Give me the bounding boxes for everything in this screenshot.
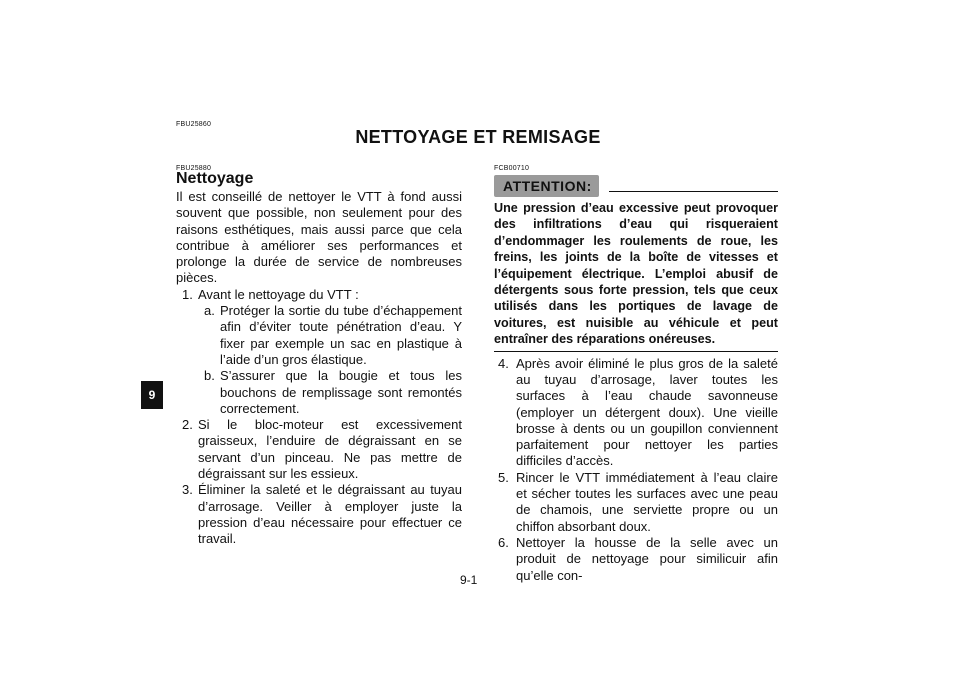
chapter-tab: 9 bbox=[141, 381, 163, 409]
continued-steps bbox=[494, 356, 778, 584]
list-item bbox=[494, 535, 778, 584]
list-number: 3. bbox=[182, 482, 193, 498]
list-number: 1. bbox=[182, 286, 193, 302]
list-letter: b. bbox=[204, 368, 215, 384]
list-item bbox=[176, 287, 462, 303]
list-number: 6. bbox=[498, 534, 509, 550]
list-letter: a. bbox=[204, 303, 215, 319]
list-item bbox=[176, 368, 462, 417]
list-item bbox=[494, 470, 778, 535]
page-number: 9-1 bbox=[460, 573, 478, 587]
list-text: Si le bloc-moteur est excessivement graisseux, l’enduire de dégraissant en se servant d’un pinceau. Ne pas mettre de dégraissant sur les essieux. bbox=[198, 417, 462, 482]
attention-text: Une pression d’eau excessive peut provoquer des infiltrations d’eau qui risqueraient d’endommager les roulements de roue, les freins, les joints de la boîte de vitesses et l’équipement électrique. L’emploi abusif de détergents sous forte pression, tels que ceux utilisés dans les portiques de lavage de voitures, est nuisible au véhicule et peut entraîner des réparations onéreuses. bbox=[494, 200, 778, 352]
page-title: NETTOYAGE ET REMISAGE bbox=[355, 127, 601, 147]
list-number: 4. bbox=[498, 355, 509, 371]
subsection-code: FBU25880 bbox=[176, 165, 212, 172]
list-text: Avant le nettoyage du VTT : bbox=[198, 286, 359, 302]
attention-header bbox=[494, 175, 778, 197]
intro-paragraph: Il est conseillé de nettoyer le VTT à fond aussi souvent que possible, non seulement pour des raisons esthétiques, mais aussi parce que cela contribue à améliorer ses performances et prolonge la durée de service de nombreuses pièces. bbox=[176, 189, 462, 286]
attention-code: FCB00710 bbox=[494, 165, 530, 172]
list-number: 2. bbox=[182, 417, 193, 433]
list-text: S’assurer que la bougie et tous les bouchons de remplissage sont remontés correctement. bbox=[220, 368, 462, 416]
list-number: 5. bbox=[498, 469, 509, 485]
list-item bbox=[176, 303, 462, 368]
list-text: Nettoyer la housse de la selle avec un produit de nettoyage pour similicuir afin qu’elle con- bbox=[516, 534, 778, 583]
list-item bbox=[176, 417, 462, 482]
list-item bbox=[494, 356, 778, 470]
list-text: Après avoir éliminé le plus gros de la saleté au tuyau d’arrosage, laver toutes les surfaces à l’eau chaude savonneuse (employer un détergent doux). Une vieille brosse à dents ou un goupillon conviennent parfaitement pour nettoyer les parties difficiles d’accès. bbox=[516, 355, 778, 469]
list-text: Rincer le VTT immédiatement à l’eau claire et sécher toutes les surfaces avec une peau de chamois, une serviette propre ou un chiffon absorbant doux. bbox=[516, 469, 778, 534]
list-text: Éliminer la saleté et le dégraissant au tuyau d’arrosage. Veiller à employer juste la pression d’eau nécessaire pour effectuer ce travail. bbox=[198, 482, 462, 547]
list-text: Protéger la sortie du tube d’échappement afin d’éviter toute pénétration d’eau. Y fixer par exemple un sac en plastique à l’aide d’un gros élastique. bbox=[220, 303, 462, 367]
left-column bbox=[176, 170, 462, 548]
right-column bbox=[494, 177, 778, 584]
list-item bbox=[176, 482, 462, 547]
attention-rule bbox=[609, 181, 778, 192]
section-code: FBU25860 bbox=[176, 121, 212, 128]
section-heading: Nettoyage bbox=[176, 170, 254, 187]
attention-badge: ATTENTION: bbox=[494, 175, 599, 197]
